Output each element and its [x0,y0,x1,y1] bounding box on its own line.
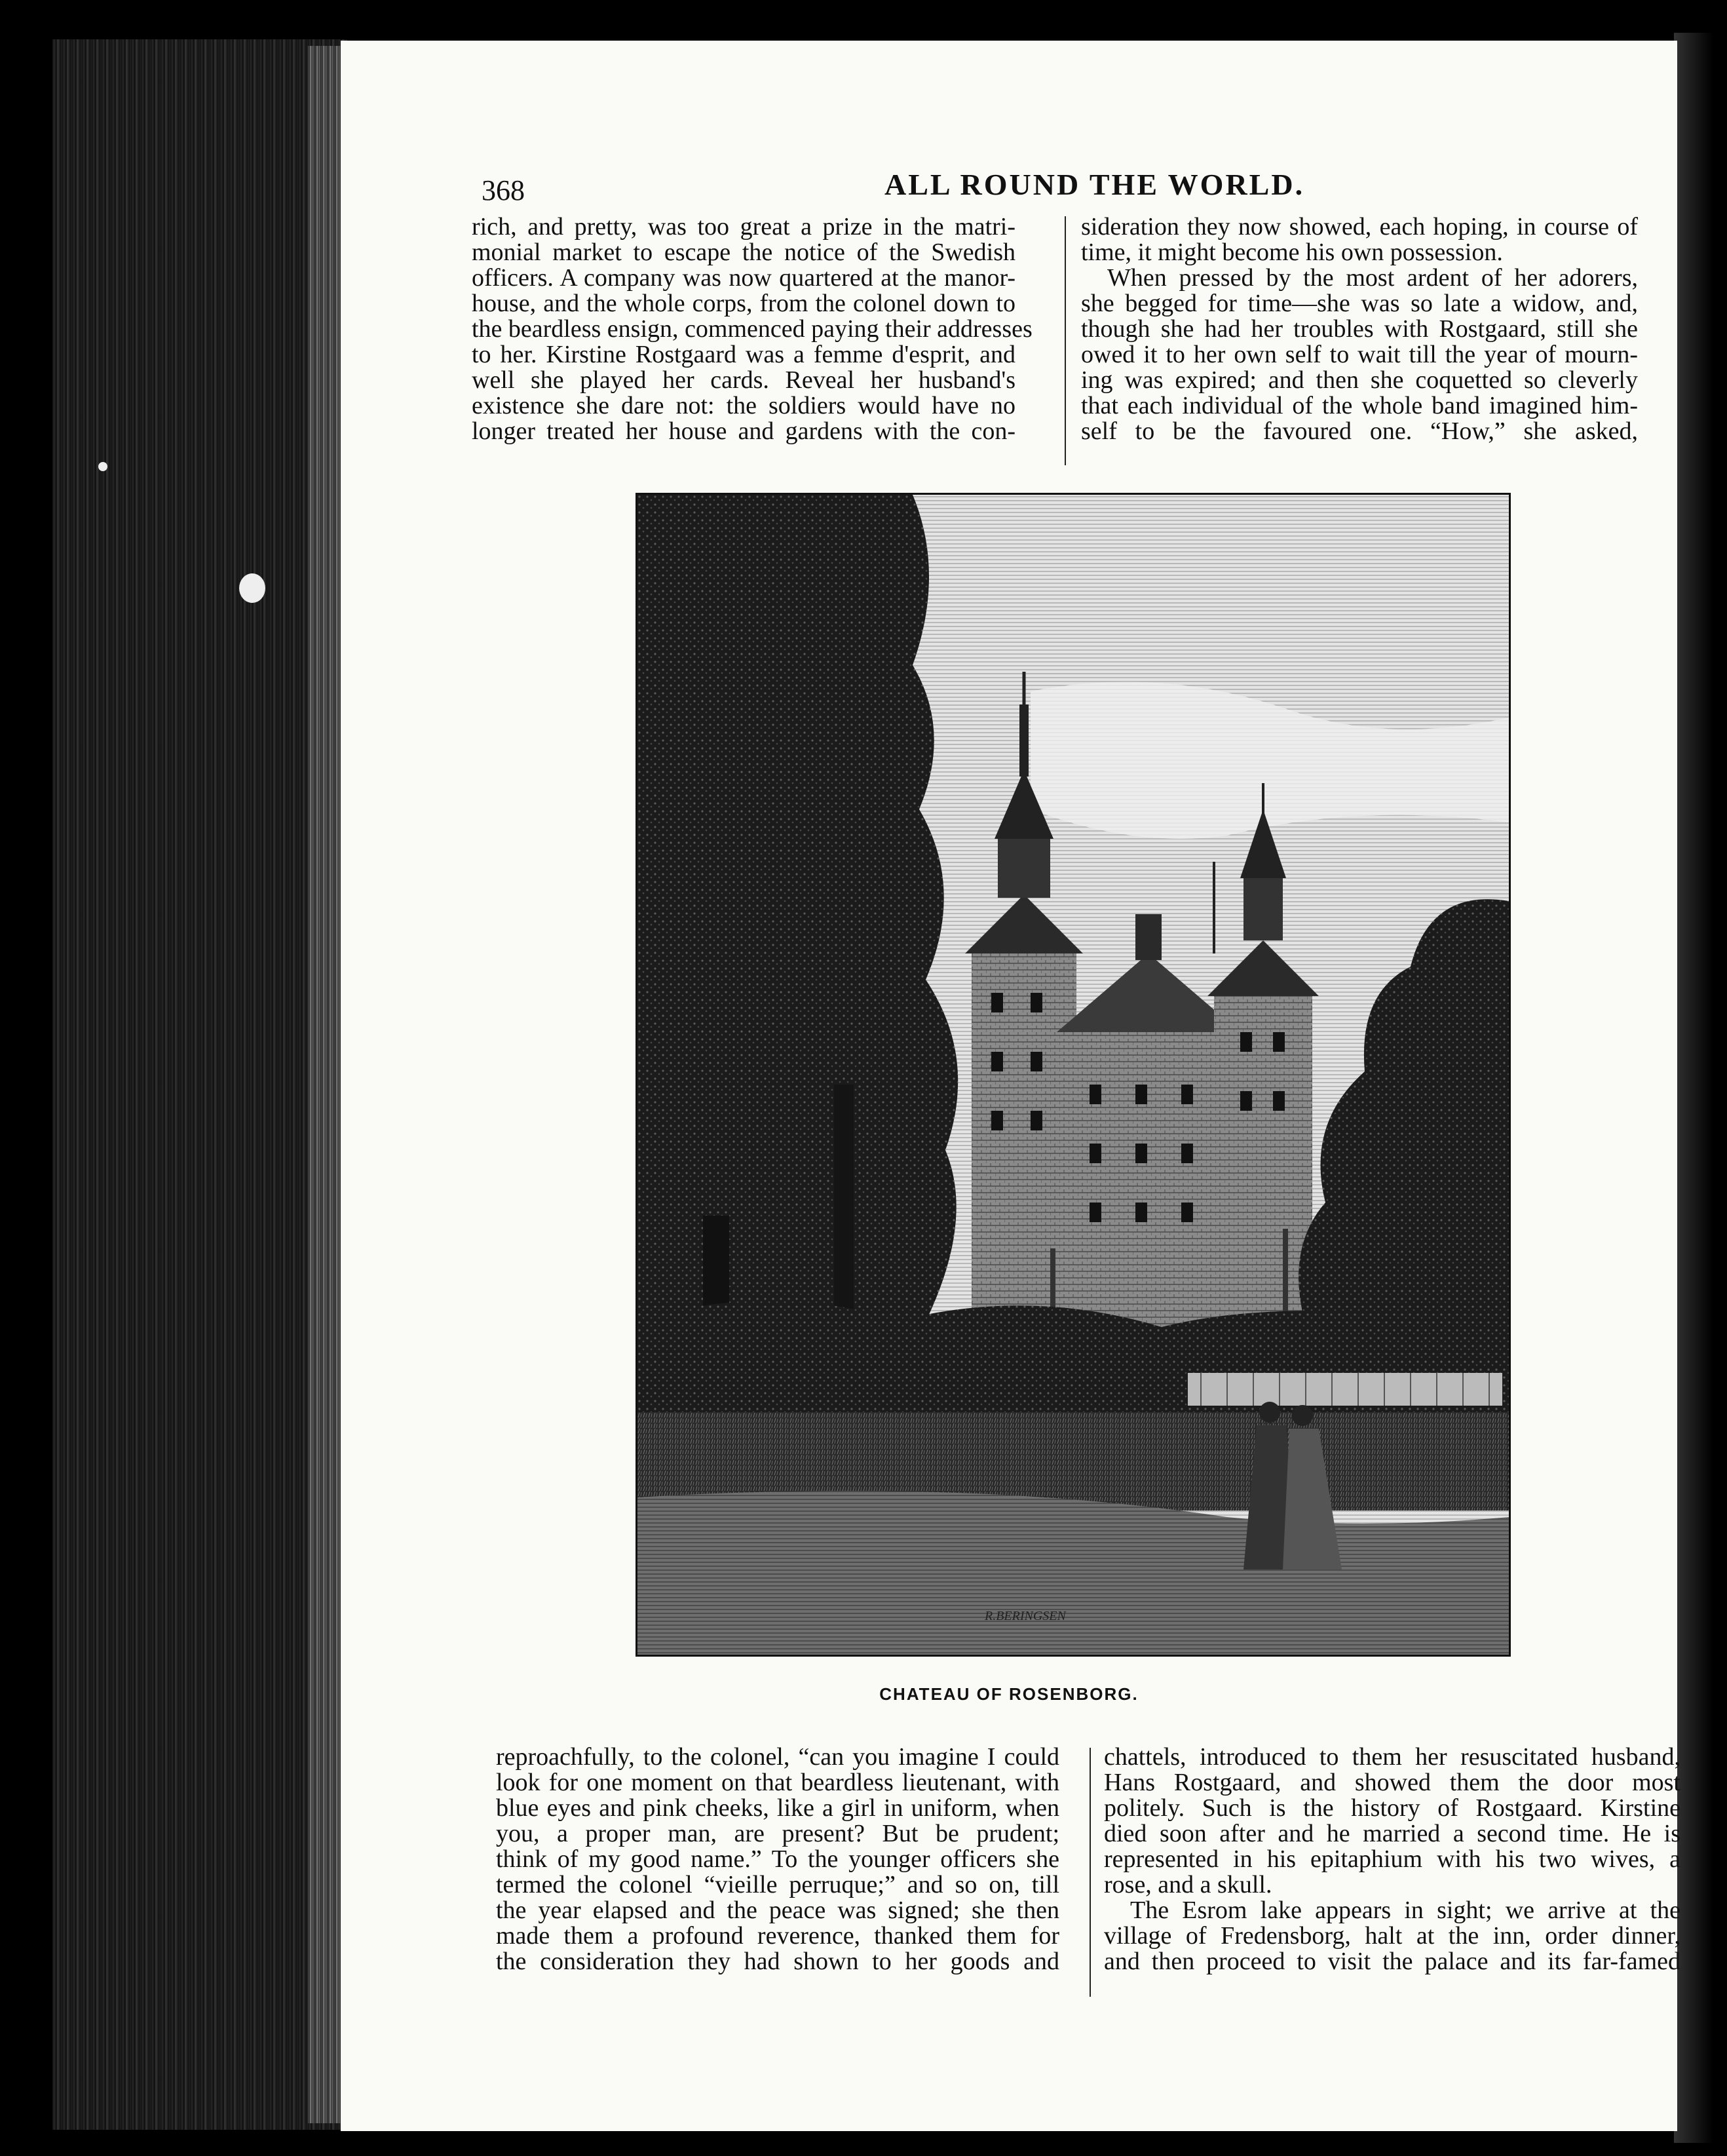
text-line: blue eyes and pink cheeks, like a girl in uniform, when [496,1794,1059,1822]
bottom-left-column [496,1744,1059,1974]
running-head [341,155,1677,214]
text-line: house, and the whole corps, from the colonel down to [472,290,1015,317]
text-line: the consideration they had shown to her goods and [496,1948,1059,1975]
text-line: When pressed by the most ardent of her adorers, [1107,264,1638,292]
text-line: owed it to her own self to wait till the year of mourn- [1081,341,1638,368]
text-line: chattels, introduced to them her resuscitated husband, [1104,1743,1680,1771]
engraving-illustration [637,495,1509,1655]
text-line: and then proceed to visit the palace and its far-famed [1104,1948,1680,1975]
bottom-right-column [1104,1744,1680,1974]
column-rule [1090,1748,1091,1997]
text-line: represented in his epitaphium with his two wives, a [1104,1845,1680,1873]
page-number: 368 [482,174,525,206]
text-line: though she had her troubles with Rostgaard, still she [1081,315,1638,343]
text-line: ing was expired; and then she coquetted so cleverly [1081,366,1638,394]
text-line: sideration they now showed, each hoping, in course of [1081,213,1638,241]
text-line: officers. A company was now quartered at the manor- [472,264,1015,292]
text-line: politely. Such is the history of Rostgaard. Kirstine [1104,1794,1680,1822]
text-line: you, a proper man, are present? But be prudent; [496,1820,1059,1847]
left-trees [637,495,958,1373]
text-line: she begged for time—she was so late a widow, and, [1081,290,1638,317]
figure-caption: CHATEAU OF ROSENBORG. [879,1684,1139,1704]
text-line: the beardless ensign, commenced paying their addresses [472,315,1033,343]
column-rule [1065,216,1066,465]
book-page [341,41,1680,2131]
text-line: time, it might become his own possession. [1081,239,1503,266]
text-line: monial market to escape the notice of the Swedish [472,239,1015,266]
text-line: self to be the favoured one. “How,” she asked, [1081,417,1638,445]
text-line: village of Fredensborg, halt at the inn, order dinner, [1104,1922,1680,1950]
text-line: rose, and a skull. [1104,1871,1272,1898]
text-line: Hans Rostgaard, and showed them the door most [1104,1769,1680,1796]
page-title: ALL ROUND THE WORLD. [884,168,1305,201]
text-line: died soon after and he married a second time. He is [1104,1820,1680,1847]
book-spine [52,39,347,2130]
text-line: well she played her cards. Reveal her husband's [472,366,1015,394]
top-left-column [472,213,1033,445]
text-line: existence she dare not: the soldiers would have no [472,392,1015,419]
text-line: reproachfully, to the colonel, “can you imagine I could [496,1743,1059,1771]
text-line: rich, and pretty, was too great a prize in the matri- [472,213,1015,241]
engraver-signature: R.BERINGSEN [985,1609,1066,1623]
text-line: the year elapsed and the peace was signed; she then [496,1896,1059,1924]
dust-speck [239,573,265,603]
text-line: longer treated her house and gardens with the con- [472,417,1015,445]
text-line: The Esrom lake appears in sight; we arrive at the [1130,1896,1680,1924]
dust-speck [98,462,107,471]
text-line: look for one moment on that beardless lieutenant, with [496,1769,1059,1796]
text-line: that each individual of the whole band imagined him- [1081,392,1638,419]
text-line: termed the colonel “vieille perruque;” and so on, till [496,1871,1059,1898]
text-line: think of my good name.” To the younger officers she [496,1845,1059,1873]
top-right-column [1081,214,1638,444]
engraving-chateau-of-rosenborg [636,493,1511,1657]
text-line: to her. Kirstine Rostgaard was a femme d'esprit, and [472,341,1015,368]
text-line: made them a profound reverence, thanked them for [496,1922,1059,1950]
